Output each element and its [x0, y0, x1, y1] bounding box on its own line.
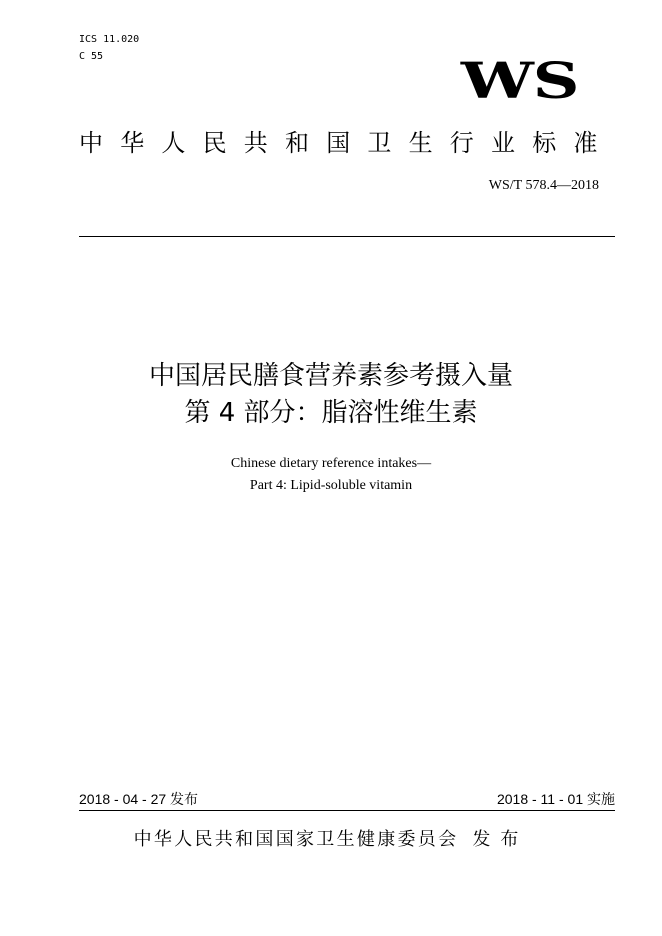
implementation-date: 2018 - 11 - 01 实施 — [496, 791, 615, 807]
ccs-code: C 55 — [79, 51, 104, 62]
standard-code: WS/T 578.4—2018 — [488, 178, 599, 193]
publisher-line — [0, 828, 662, 852]
document-part-title-en: Part 4: Lipid-soluble vitamin — [249, 478, 413, 493]
top-divider — [79, 236, 615, 237]
issue-date: 2018 - 04 - 27 发布 — [79, 791, 199, 807]
document-part-title-zh: 第 4 部分：脂溶性维生素 — [184, 398, 478, 428]
publisher-name: 中华人民共和国国家卫生健康委员会 — [133, 829, 459, 850]
bottom-divider — [79, 810, 615, 811]
publish-action: 发布 — [472, 829, 529, 850]
document-title-zh: 中国居民膳食营养素参考摄入量 — [148, 361, 513, 391]
document-title-en: Chinese dietary reference intakes— — [230, 456, 432, 471]
ws-logo: WS — [460, 51, 578, 110]
ics-code: ICS 11.020 — [79, 34, 140, 45]
standard-category: 中华人民共和国卫生行业标准 — [79, 129, 615, 157]
